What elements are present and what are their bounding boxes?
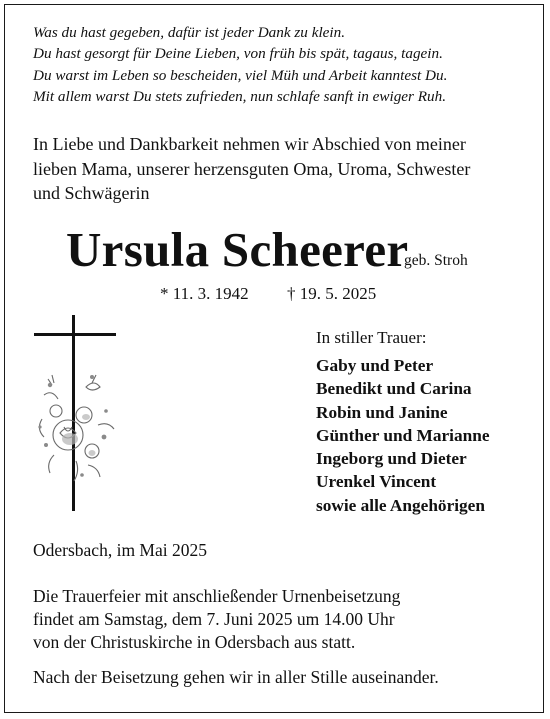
funeral-line: von der Christuskirche in Odersbach aus statt.: [33, 632, 356, 652]
funeral-line: Die Trauerfeier mit anschließender Urnenbeisetzung: [33, 586, 401, 606]
mourner-name: Gaby und Peter: [316, 356, 434, 375]
funeral-details: [33, 585, 533, 654]
poem-line: Du warst im Leben so bescheiden, viel Müh und Arbeit kanntest Du.: [33, 66, 448, 84]
mourner-name: Benedikt und Carina: [316, 379, 472, 399]
intro-line: und Schwägerin: [33, 183, 150, 203]
intro-line: In Liebe und Dankbarkeit nehmen wir Abschied von meiner: [33, 134, 466, 154]
place-and-date: Odersbach, im Mai 2025: [33, 540, 207, 560]
poem-line: Was du hast gegeben, dafür ist jeder Dank zu klein.: [33, 24, 346, 41]
mourner-name: Robin und Janine: [316, 402, 448, 422]
funeral-line: findet am Samstag, dem 7. Juni 2025 um 14.00 Uhr: [33, 609, 395, 629]
mourner-name: Urenkel Vincent: [316, 472, 437, 492]
mourners-list: [316, 354, 490, 517]
poem: [33, 22, 533, 108]
birth-name: geb. Stroh: [404, 252, 468, 269]
closing-note: Nach der Beisetzung gehen wir in aller Stille auseinander.: [33, 667, 439, 687]
mourner-name: Ingeborg und Dieter: [316, 449, 467, 469]
mourner-name: sowie alle Angehörigen: [316, 495, 485, 515]
intro-text: [33, 132, 533, 206]
mourners-intro: In stiller Trauer:: [316, 328, 427, 347]
cross-with-flowers-icon: [26, 315, 136, 515]
deceased-name: Ursula Scheerer: [66, 222, 409, 277]
mourner-name: Günther und Marianne: [316, 425, 490, 445]
intro-line: lieben Mama, unserer herzensguten Oma, Uroma, Schwester: [33, 158, 471, 179]
poem-line: Du hast gesorgt für Deine Lieben, von früh bis spät, tagaus, tagein.: [33, 45, 443, 63]
death-date: † 19. 5. 2025: [287, 284, 377, 303]
poem-line: Mit allem warst Du stets zufrieden, nun schlafe sanft in ewiger Ruh.: [33, 88, 446, 106]
birth-date: * 11. 3. 1942: [160, 284, 249, 303]
